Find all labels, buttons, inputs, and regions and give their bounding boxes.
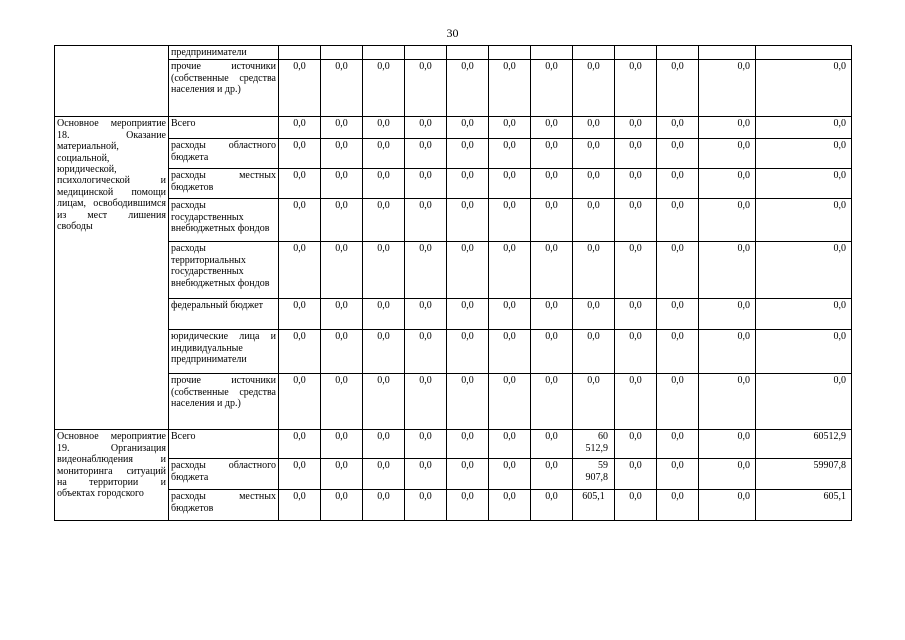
value-cell: 0,0 [279,169,321,199]
event-cell [55,46,169,117]
value-cell: 605,1 [573,490,615,521]
budget-table [54,45,852,521]
value-cell: 0,0 [531,430,573,459]
value-cell: 0,0 [699,60,756,117]
value-cell: 0,0 [573,330,615,374]
value-cell: 0,0 [363,490,405,521]
value-cell: 0,0 [489,490,531,521]
value-cell: 0,0 [756,330,852,374]
value-cell: 0,0 [531,299,573,330]
value-cell: 0,0 [657,139,699,169]
value-cell: 0,0 [321,117,363,139]
value-cell: 0,0 [531,374,573,430]
value-cell: 0,0 [531,60,573,117]
value-cell: 605,1 [756,490,852,521]
source-cell: прочие источники (собственные средства населения и др.) [169,374,279,430]
value-cell: 0,0 [405,459,447,490]
event-cell: Основное мероприятие 18. Оказание материальной, социальной, юридической, психологической и медицинской помощи лицам, освободившимся из мест лишения свободы [55,117,169,430]
value-cell: 0,0 [699,490,756,521]
table-row [55,117,852,139]
page-number: 30 [446,26,459,40]
table-row [55,60,852,117]
value-cell: 0,0 [405,430,447,459]
value-cell: 0,0 [321,299,363,330]
value-cell: 0,0 [699,299,756,330]
source-cell: федеральный бюджет [169,299,279,330]
value-cell [489,46,531,60]
value-cell: 0,0 [489,242,531,299]
value-cell: 0,0 [279,139,321,169]
value-cell: 0,0 [447,139,489,169]
value-cell: 0,0 [756,117,852,139]
source-cell: расходы областного бюджета [169,459,279,490]
value-cell: 0,0 [657,199,699,242]
value-cell [447,46,489,60]
value-cell: 0,0 [279,459,321,490]
table-row [55,46,852,60]
value-cell: 0,0 [531,139,573,169]
value-cell: 0,0 [279,199,321,242]
value-cell: 0,0 [615,459,657,490]
value-cell: 0,0 [531,242,573,299]
value-cell: 0,0 [447,430,489,459]
value-cell: 0,0 [531,117,573,139]
value-cell: 0,0 [615,199,657,242]
value-cell: 0,0 [756,374,852,430]
value-cell: 0,0 [573,139,615,169]
source-cell: расходы местных бюджетов [169,169,279,199]
table-row [55,242,852,299]
value-cell: 0,0 [447,490,489,521]
value-cell: 0,0 [447,169,489,199]
source-cell: расходы территориальных государственных внебюджетных фондов [169,242,279,299]
value-cell: 0,0 [756,139,852,169]
value-cell [756,46,852,60]
value-cell: 0,0 [489,459,531,490]
value-cell: 0,0 [363,60,405,117]
value-cell: 0,0 [321,374,363,430]
value-cell: 0,0 [447,330,489,374]
value-cell: 0,0 [756,169,852,199]
value-cell [657,46,699,60]
value-cell: 0,0 [447,199,489,242]
source-cell: расходы местных бюджетов [169,490,279,521]
source-cell: предприниматели [169,46,279,60]
value-cell: 0,0 [405,139,447,169]
value-cell [699,46,756,60]
value-cell: 0,0 [363,330,405,374]
value-cell: 0,0 [279,299,321,330]
value-cell: 0,0 [756,242,852,299]
value-cell: 0,0 [363,430,405,459]
value-cell: 0,0 [405,169,447,199]
value-cell: 0,0 [531,490,573,521]
value-cell: 0,0 [405,242,447,299]
value-cell: 0,0 [321,139,363,169]
value-cell: 0,0 [615,330,657,374]
value-cell: 0,0 [657,242,699,299]
value-cell: 0,0 [405,60,447,117]
value-cell: 0,0 [531,169,573,199]
value-cell: 0,0 [447,242,489,299]
value-cell: 0,0 [321,60,363,117]
value-cell: 0,0 [363,139,405,169]
value-cell: 0,0 [699,242,756,299]
value-cell: 0,0 [699,199,756,242]
value-cell: 0,0 [699,117,756,139]
value-cell: 0,0 [573,169,615,199]
value-cell: 0,0 [615,299,657,330]
value-cell: 0,0 [573,199,615,242]
value-cell: 0,0 [279,242,321,299]
value-cell: 0,0 [573,374,615,430]
value-cell [363,46,405,60]
value-cell: 0,0 [321,330,363,374]
table-row [55,459,852,490]
value-cell: 0,0 [405,374,447,430]
value-cell: 0,0 [615,430,657,459]
value-cell [573,46,615,60]
value-cell: 0,0 [321,490,363,521]
value-cell: 0,0 [699,330,756,374]
event-cell: Основное мероприятие 19. Организация видеонаблюдения и мониторинга ситуаций на территории и объектах городского [55,430,169,521]
value-cell: 0,0 [321,459,363,490]
value-cell: 0,0 [405,299,447,330]
value-cell: 0,0 [489,330,531,374]
value-cell: 0,0 [447,374,489,430]
value-cell: 0,0 [363,169,405,199]
value-cell: 0,0 [489,430,531,459]
source-cell: расходы областного бюджета [169,139,279,169]
table-row [55,374,852,430]
value-cell: 0,0 [531,459,573,490]
value-cell: 0,0 [657,430,699,459]
value-cell: 0,0 [321,242,363,299]
value-cell: 0,0 [405,199,447,242]
source-cell: Всего [169,430,279,459]
value-cell: 0,0 [615,242,657,299]
value-cell: 0,0 [657,490,699,521]
value-cell: 0,0 [279,117,321,139]
value-cell: 0,0 [615,139,657,169]
table-row [55,330,852,374]
value-cell: 0,0 [657,169,699,199]
value-cell: 0,0 [405,490,447,521]
value-cell: 0,0 [321,430,363,459]
value-cell: 0,0 [363,299,405,330]
value-cell: 0,0 [321,199,363,242]
value-cell: 0,0 [699,459,756,490]
value-cell: 0,0 [573,117,615,139]
value-cell: 0,0 [279,374,321,430]
value-cell: 0,0 [657,459,699,490]
table-row [55,430,852,459]
value-cell: 0,0 [363,459,405,490]
value-cell: 0,0 [531,330,573,374]
value-cell: 0,0 [447,299,489,330]
value-cell: 0,0 [699,374,756,430]
value-cell [321,46,363,60]
value-cell: 59 907,8 [573,459,615,490]
table-row [55,169,852,199]
value-cell: 0,0 [615,374,657,430]
value-cell: 0,0 [279,60,321,117]
value-cell: 0,0 [699,430,756,459]
value-cell [405,46,447,60]
value-cell: 0,0 [699,139,756,169]
value-cell: 0,0 [531,199,573,242]
value-cell: 0,0 [657,299,699,330]
table-row [55,139,852,169]
source-cell: прочие источники (собственные средства населения и др.) [169,60,279,117]
value-cell: 0,0 [363,374,405,430]
value-cell: 0,0 [279,490,321,521]
value-cell: 0,0 [573,299,615,330]
source-cell: юридические лица и индивидуальные предприниматели [169,330,279,374]
value-cell: 0,0 [615,490,657,521]
value-cell: 0,0 [489,139,531,169]
value-cell: 0,0 [657,330,699,374]
value-cell: 0,0 [279,430,321,459]
value-cell: 0,0 [573,60,615,117]
value-cell: 0,0 [363,199,405,242]
value-cell: 0,0 [756,60,852,117]
value-cell: 0,0 [615,117,657,139]
value-cell [615,46,657,60]
value-cell: 0,0 [615,169,657,199]
value-cell [279,46,321,60]
value-cell: 0,0 [615,60,657,117]
value-cell: 0,0 [489,169,531,199]
value-cell: 0,0 [489,374,531,430]
value-cell: 0,0 [363,117,405,139]
value-cell: 0,0 [756,199,852,242]
value-cell [531,46,573,60]
value-cell: 0,0 [756,299,852,330]
value-cell: 60512,9 [756,430,852,459]
value-cell: 0,0 [573,242,615,299]
value-cell: 0,0 [279,330,321,374]
value-cell: 0,0 [405,117,447,139]
value-cell: 59907,8 [756,459,852,490]
table-row [55,299,852,330]
value-cell: 0,0 [657,374,699,430]
source-cell: расходы государственных внебюджетных фондов [169,199,279,242]
value-cell: 0,0 [699,169,756,199]
value-cell: 0,0 [363,242,405,299]
value-cell: 0,0 [447,117,489,139]
value-cell: 0,0 [321,169,363,199]
table-row [55,199,852,242]
value-cell: 0,0 [657,60,699,117]
value-cell: 60 512,9 [573,430,615,459]
value-cell: 0,0 [405,330,447,374]
value-cell: 0,0 [657,117,699,139]
value-cell: 0,0 [489,117,531,139]
table-row [55,490,852,521]
value-cell: 0,0 [489,60,531,117]
source-cell: Всего [169,117,279,139]
value-cell: 0,0 [447,60,489,117]
value-cell: 0,0 [489,299,531,330]
table-body [55,46,852,521]
value-cell: 0,0 [447,459,489,490]
value-cell: 0,0 [489,199,531,242]
